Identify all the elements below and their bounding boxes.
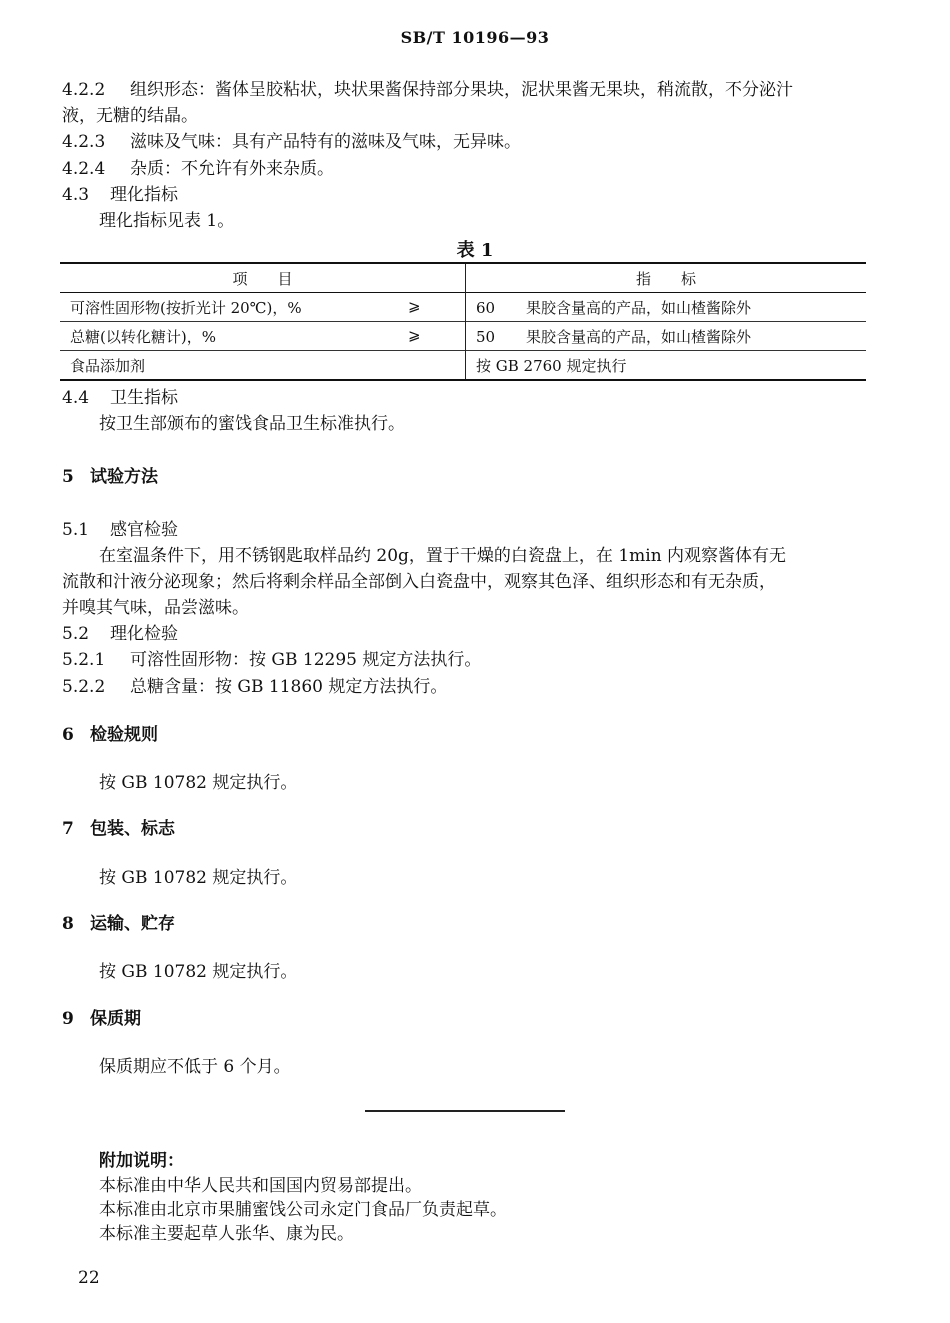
clause-number: 4.3 [62, 185, 90, 205]
table-title: 表 1 [456, 240, 494, 261]
row-item: 食品添加剂 [70, 356, 146, 375]
row-value: 50 [476, 327, 496, 346]
section-6-heading [62, 723, 158, 747]
clause-5-1-heading [62, 518, 178, 542]
clause-text: 组织形态：酱体呈胶粘状，块状果酱保持部分果块，泥状果酱无果块，稍流散，不分泌汁 [130, 80, 793, 100]
section-9-heading [62, 1007, 141, 1031]
row-value: 60 [476, 298, 496, 317]
comparison-symbol: ⩾ [408, 325, 421, 344]
section-5-heading [62, 465, 158, 489]
table-row [60, 351, 866, 381]
clause-number: 5.2 [62, 624, 90, 644]
section-title: 试验方法 [90, 467, 158, 487]
page-number: 22 [78, 1268, 100, 1288]
clause-number: 4.2.3 [62, 132, 106, 152]
clause-number: 4.2.2 [62, 80, 106, 100]
section-6-text: 按 GB 10782 规定执行。 [99, 773, 298, 793]
notes-line: 本标准由北京市果脯蜜饯公司永定门食品厂负责起草。 [99, 1200, 507, 1220]
section-number: 9 [62, 1009, 74, 1029]
clause-5-1-text-line1: 在室温条件下，用不锈钢匙取样品约 20g，置于干燥的白瓷盘上，在 1min 内观察酱体有无 [99, 546, 787, 566]
clause-text: 可溶性固形物：按 GB 12295 规定方法执行。 [130, 650, 482, 670]
section-9-text: 保质期应不低于 6 个月。 [99, 1057, 291, 1077]
clause-number: 4.2.4 [62, 159, 106, 179]
row-note: 果胶含量高的产品，如山楂酱除外 [526, 298, 752, 317]
section-7-heading [62, 817, 175, 841]
clause-title: 卫生指标 [110, 388, 178, 408]
clause-4-3-heading [62, 183, 178, 207]
clause-number: 5.2.2 [62, 677, 106, 697]
clause-title: 理化检验 [110, 624, 178, 644]
row-value: 按 GB 2760 规定执行 [476, 356, 627, 375]
notes-line: 本标准由中华人民共和国国内贸易部提出。 [99, 1176, 422, 1196]
clause-5-2-heading [62, 622, 178, 646]
clause-5-1-text-line3: 并嗅其气味，品尝滋味。 [62, 598, 249, 618]
row-item: 总糖(以转化糖计)，% [70, 327, 216, 346]
section-8-heading [62, 912, 175, 936]
clause-4-2-4 [62, 157, 334, 181]
section-title: 检验规则 [90, 725, 158, 745]
section-title: 保质期 [90, 1009, 141, 1029]
clause-number: 5.1 [62, 520, 90, 540]
table-row [60, 293, 866, 322]
table-row [60, 322, 866, 351]
clause-5-2-2 [62, 675, 447, 699]
column-header-item: 项 目 [232, 269, 293, 288]
section-7-text: 按 GB 10782 规定执行。 [99, 868, 298, 888]
clause-4-2-3 [62, 130, 521, 154]
section-number: 7 [62, 819, 74, 839]
section-number: 6 [62, 725, 74, 745]
row-note: 果胶含量高的产品，如山楂酱除外 [526, 327, 752, 346]
physicochemical-table [60, 262, 866, 381]
clause-4-3-text: 理化指标见表 1。 [99, 211, 235, 231]
clause-text: 总糖含量：按 GB 11860 规定方法执行。 [130, 677, 448, 697]
clause-4-2-2-continued: 液，无糖的结晶。 [62, 106, 198, 126]
row-item: 可溶性固形物(按折光计 20℃)，% [70, 298, 302, 317]
notes-line: 本标准主要起草人张华、康为民。 [99, 1224, 354, 1244]
clause-4-4-text: 按卫生部颁布的蜜饯食品卫生标准执行。 [99, 414, 405, 434]
column-header-indicator: 指 标 [466, 263, 867, 293]
clause-number: 4.4 [62, 388, 90, 408]
table-header-row [60, 263, 866, 293]
clause-title: 感官检验 [110, 520, 178, 540]
clause-5-1-text-line2: 流散和汁液分泌现象；然后将剩余样品全部倒入白瓷盘中，观察其色泽、组织形态和有无杂质， [62, 572, 776, 592]
comparison-symbol: ⩾ [408, 296, 421, 315]
section-number: 8 [62, 914, 74, 934]
divider-line [365, 1110, 565, 1112]
clause-text: 滋味及气味：具有产品特有的滋味及气味，无异味。 [130, 132, 521, 152]
clause-4-2-2 [62, 78, 793, 102]
clause-number: 5.2.1 [62, 650, 106, 670]
section-number: 5 [62, 467, 74, 487]
notes-title: 附加说明： [99, 1151, 184, 1171]
standard-code-header: SB/T 10196—93 [400, 28, 550, 47]
clause-4-4-heading [62, 386, 178, 410]
section-title: 运输、贮存 [90, 914, 175, 934]
clause-title: 理化指标 [110, 185, 178, 205]
section-title: 包装、标志 [90, 819, 175, 839]
section-8-text: 按 GB 10782 规定执行。 [99, 962, 298, 982]
clause-5-2-1 [62, 648, 481, 672]
clause-text: 杂质：不允许有外来杂质。 [130, 159, 334, 179]
